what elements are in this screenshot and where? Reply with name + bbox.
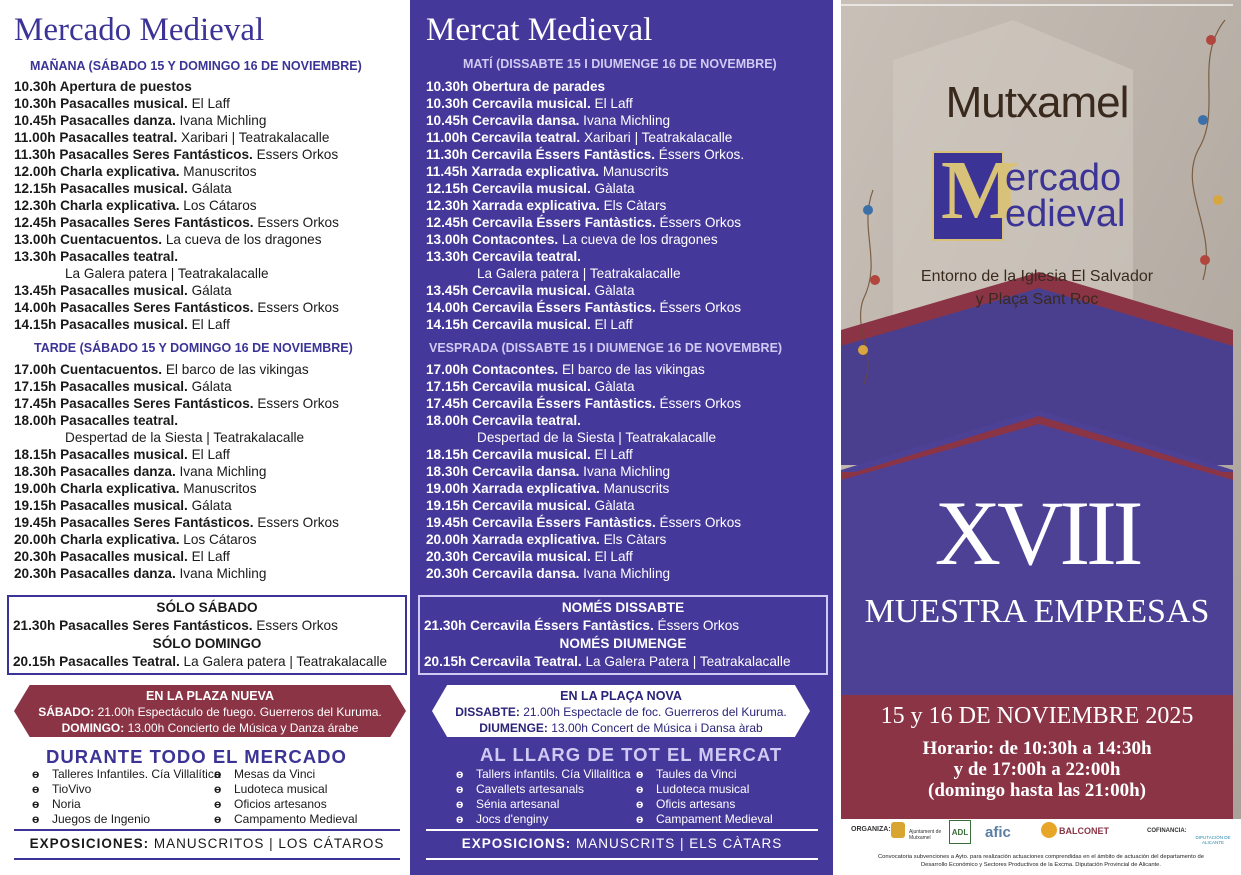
schedule-row: [14, 265, 339, 282]
schedule-performer: Gàlata: [590, 181, 635, 196]
adl-logo: ADL: [949, 820, 971, 844]
es-saturday-event: 21.30h Pasacalles Seres Fantásticos.: [13, 618, 253, 633]
schedule-performer: Ivana Michling: [579, 464, 671, 479]
schedule-time-title: 11.45h Xarrada explicativa.: [426, 164, 600, 179]
ca-banner-event2: 13.00h Concert de Música i Dansa àrab: [547, 721, 763, 735]
schedule-performer: El Laff: [187, 447, 230, 462]
schedule-row: [426, 463, 741, 480]
es-saturday-only: SÓLO SÁBADO: [156, 600, 258, 615]
schedule-performer: Gàlata: [590, 379, 635, 394]
schedule-performer: Éssers Orkos.: [654, 147, 745, 162]
schedule-time-title: 12.45h Pasacalles Seres Fantásticos.: [14, 215, 254, 230]
schedule-row: [14, 248, 339, 265]
ca-plaza-banner: [432, 685, 810, 737]
schedule-time-title: 11.30h Cercavila Éssers Fantàstics.: [426, 147, 655, 162]
edition-numeral: XVIII: [934, 482, 1140, 584]
schedule-time-title: 19.45h Pasacalles Seres Fantásticos.: [14, 515, 254, 530]
diputacion-logo: DIPUTACIÓN DE ALICANTE: [1195, 835, 1231, 845]
schedule-performer: Manuscritos: [179, 481, 257, 496]
footnote-line2: Desarrollo Económico y Sectores Productivos de la Excma. Diputación Provincial de Alicante.: [920, 862, 1162, 868]
schedule-time-title: 17.45h Pasacalles Seres Fantásticos.: [14, 396, 254, 411]
schedule-time-title: 19.00h Charla explicativa.: [14, 481, 180, 496]
schedule-row: [14, 112, 339, 129]
ayto-logo: Ajuntament de Mutxamel: [909, 829, 942, 841]
ayto-shield-icon: [891, 822, 905, 838]
schedule-time-title: 17.15h Cercavila musical.: [426, 379, 591, 394]
schedule-row: [426, 129, 744, 146]
schedule-performer: Éssers Orkos: [655, 515, 742, 530]
es-banner-event1: 21.00h Espectáculo de fuego. Guerreros del Kuruma.: [94, 705, 382, 719]
schedule-time-title: 12.30h Charla explicativa.: [14, 198, 180, 213]
schedule-time-title: 11.30h Pasacalles Seres Fantásticos.: [14, 147, 253, 162]
schedule-row: [14, 378, 339, 395]
schedule-row: [426, 514, 741, 531]
logo-word2: edieval: [1005, 193, 1126, 235]
schedule-time-title: 14.00h Pasacalles Seres Fantásticos.: [14, 300, 254, 315]
schedule-row: [14, 146, 339, 163]
schedule-performer: El Laff: [590, 549, 633, 564]
schedule-row: [426, 429, 741, 446]
ca-banner-event1: 21.00h Espectacle de foc. Guerreros del Kuruma.: [519, 705, 787, 719]
schedule-row: [14, 412, 339, 429]
ca-divider-top: [426, 829, 818, 831]
schedule-performer: La Galera patera | Teatrakalacalle: [65, 266, 269, 281]
schedule-performer: Gàlata: [590, 283, 635, 298]
schedule-performer: Manuscritos: [179, 164, 257, 179]
schedule-time-title: 19.15h Pasacalles musical.: [14, 498, 188, 513]
es-saturday-detail: Essers Orkos: [252, 618, 338, 633]
schedule-row: [14, 395, 339, 412]
schedule-time-title: 20.00h Charla explicativa.: [14, 532, 180, 547]
schedule-row: [14, 429, 339, 446]
schedule-row: [14, 463, 339, 480]
ca-afternoon-header: VESPRADA (DISSABTE 15 I DIUMENGE 16 DE NOVEMBRE): [429, 341, 783, 355]
schedule-time-title: 13.00h Contacontes.: [426, 232, 559, 247]
schedule-row: [426, 480, 741, 497]
catalan-column: [410, 0, 833, 875]
schedule-row: [426, 548, 741, 565]
schedule-time-title: 20.00h Xarrada explicativa.: [426, 532, 600, 547]
schedule-row: [14, 316, 339, 333]
schedule-time-title: 19.00h Xarrada explicativa.: [426, 481, 600, 496]
schedule-row: [14, 361, 339, 378]
schedule-time-title: 18.30h Pasacalles danza.: [14, 464, 176, 479]
spanish-column: [0, 0, 410, 875]
schedule-row: [14, 78, 339, 95]
ca-afternoon-list: [426, 361, 741, 582]
schedule-time-title: 18.15h Pasacalles musical.: [14, 447, 188, 462]
activity-item: ɵ Taules da Vinci: [636, 767, 773, 782]
es-during-title: DURANTE TODO EL MERCADO: [46, 746, 347, 767]
schedule-performer: Essers Orkos: [252, 147, 339, 162]
schedule-time-title: 17.00h Cuentacuentos.: [14, 362, 163, 377]
afic-logo: afic: [985, 824, 1011, 841]
schedule-time-title: 11.00h Pasacalles teatral.: [14, 130, 178, 145]
schedule-row: [426, 497, 741, 514]
schedule-row: [426, 316, 744, 333]
schedule-performer: Gálata: [187, 283, 232, 298]
schedule-time-title: 18.15h Cercavila musical.: [426, 447, 591, 462]
schedule-performer: Gálata: [187, 498, 232, 513]
ca-exhibitions: [426, 836, 818, 851]
schedule-time-title: 13.45h Pasacalles musical.: [14, 283, 188, 298]
schedule-performer: El Laff: [187, 549, 230, 564]
logo-initial: M: [941, 144, 1021, 237]
es-bullets-left: [32, 767, 221, 827]
activity-item: ɵ Sénia artesanal: [456, 797, 631, 812]
ca-morning-header: MATÍ (DISSABTE 15 I DIUMENGE 16 DE NOVEMBRE): [463, 57, 777, 71]
es-banner-event2: 13.00h Concierto de Música y Danza árabe: [124, 721, 359, 735]
schedule-row: [14, 180, 339, 197]
organiza-label: ORGANIZA:: [851, 826, 891, 833]
activity-item: ɵ Talleres Infantiles. Cía Villalítica: [32, 767, 221, 782]
schedule-row: [426, 282, 744, 299]
activity-item: ɵ Jocs d'enginy: [456, 812, 631, 827]
schedule-time-title: 14.15h Cercavila musical.: [426, 317, 591, 332]
schedule-time-title: 11.00h Cercavila teatral.: [426, 130, 581, 145]
schedule-performer: El Laff: [590, 317, 633, 332]
schedule-row: [426, 112, 744, 129]
schedule-row: [426, 78, 744, 95]
ca-during-title: AL LLARG DE TOT EL MERCAT: [480, 744, 783, 765]
schedule-row: [14, 299, 339, 316]
schedule-performer: Els Càtars: [599, 198, 667, 213]
es-divider-bottom: [14, 858, 400, 860]
schedule-performer: La Galera patera | Teatrakalacalle: [477, 266, 681, 281]
es-afternoon-header: TARDE (SÁBADO 15 Y DOMINGO 16 DE NOVIEMBRE): [34, 341, 353, 355]
ca-divider-bottom: [426, 858, 818, 860]
ca-morning-list: [426, 78, 744, 333]
schedule-performer: Ivana Michling: [579, 566, 671, 581]
ca-saturday-only: NOMÉS DISSABTE: [561, 600, 685, 615]
schedule-time-title: 12.15h Pasacalles musical.: [14, 181, 188, 196]
schedule-time-title: 18.00h Cercavila teatral.: [426, 413, 581, 428]
schedule-performer: Éssers Orkos: [655, 215, 742, 230]
es-morning-list: [14, 78, 339, 333]
ca-plaza-title: EN LA PLAÇA NOVA: [560, 689, 682, 703]
schedule-performer: Els Càtars: [599, 532, 667, 547]
activity-item: ɵ Cavallets artesanals: [456, 782, 631, 797]
activity-item: ɵ TioVivo: [32, 782, 221, 797]
schedule-performer: Ivana Michling: [175, 566, 267, 581]
schedule-row: [14, 480, 339, 497]
es-morning-header: MAÑANA (SÁBADO 15 Y DOMINGO 16 DE NOVIEMBRE): [30, 59, 362, 73]
schedule-row: [426, 95, 744, 112]
ca-expo-text: MANUSCRITS | ELS CÀTARS: [571, 836, 783, 851]
schedule-time-title: 14.00h Cercavila Éssers Fantàstics.: [426, 300, 656, 315]
schedule-performer: El Laff: [187, 96, 230, 111]
schedule-time-title: 12.00h Charla explicativa.: [14, 164, 180, 179]
activity-item: ɵ Campament Medieval: [636, 812, 773, 827]
schedule-time-title: 17.00h Contacontes.: [426, 362, 559, 377]
schedule-row: [426, 531, 741, 548]
schedule-time-title: 12.30h Xarrada explicativa.: [426, 198, 600, 213]
schedule-time-title: 10.30h Cercavila musical.: [426, 96, 591, 111]
schedule-row: [14, 446, 339, 463]
footnote-line1: Convocatoria subvenciones a Ayto. para realización actuaciones comprendidas en el ámbito de actuación del departamento de: [877, 854, 1204, 860]
schedule-performer: Gálata: [187, 379, 232, 394]
schedule-row: [14, 231, 339, 248]
schedule-performer: Essers Orkos: [253, 396, 339, 411]
schedule-row: [426, 299, 744, 316]
schedule-performer: Éssers Orkos: [655, 300, 742, 315]
es-exhibitions: [14, 836, 400, 851]
schedule-row: [14, 548, 339, 565]
schedule-time-title: 19.15h Cercavila musical.: [426, 498, 591, 513]
schedule-time-title: 10.45h Pasacalles danza.: [14, 113, 176, 128]
activity-item: ɵ Noria: [32, 797, 221, 812]
opening-hours: [833, 738, 1241, 801]
schedule-row: [426, 163, 744, 180]
balconet-logo: BALCONET: [1059, 826, 1109, 836]
es-banner-day2: DOMINGO:: [61, 721, 125, 735]
schedule-row: [426, 146, 744, 163]
schedule-time-title: 10.45h Cercavila dansa.: [426, 113, 580, 128]
es-sunday-only: SÓLO DOMINGO: [152, 636, 262, 651]
schedule-performer: Manuscrits: [599, 164, 669, 179]
es-special-box: [7, 595, 407, 675]
schedule-time-title: 17.45h Cercavila Éssers Fantàstics.: [426, 396, 656, 411]
es-banner-day1: SÁBADO:: [38, 705, 95, 719]
schedule-row: [14, 129, 339, 146]
schedule-row: [14, 514, 339, 531]
schedule-time-title: 20.30h Cercavila dansa.: [426, 566, 580, 581]
ca-special-box: [418, 595, 828, 675]
schedule-row: [426, 265, 744, 282]
schedule-time-title: 13.30h Pasacalles teatral.: [14, 249, 178, 264]
es-bullets-right: [214, 767, 357, 827]
schedule-row: [14, 95, 339, 112]
ca-banner-day1: DISSABTE:: [455, 705, 520, 719]
activity-item: ɵ Juegos de Ingenio: [32, 812, 221, 827]
schedule-performer: Manuscrits: [599, 481, 670, 496]
ca-sunday-detail: La Galera Patera | Teatrakalacalle: [581, 654, 791, 669]
es-expo-text: MANUSCRITOS | LOS CÁTAROS: [149, 836, 385, 851]
schedule-performer: Essers Orkos: [253, 215, 339, 230]
schedule-time-title: 12.15h Cercavila musical.: [426, 181, 591, 196]
ca-saturday-event: 21.30h Cercavila Éssers Fantàstics.: [424, 618, 654, 633]
schedule-time-title: 20.30h Pasacalles danza.: [14, 566, 176, 581]
schedule-performer: Ivana Michling: [579, 113, 671, 128]
schedule-time-title: 13.45h Cercavila musical.: [426, 283, 591, 298]
ca-sunday-only: NOMÉS DIUMENGE: [559, 636, 687, 651]
schedule-performer: El barco de las vikingas: [558, 362, 705, 377]
ca-title: Mercat Medieval: [426, 12, 653, 48]
venue-line1: Entorno de la Iglesia El Salvador: [920, 268, 1154, 285]
schedule-time-title: 18.00h Pasacalles teatral.: [14, 413, 178, 428]
schedule-time-title: 18.30h Cercavila dansa.: [426, 464, 580, 479]
schedule-row: [426, 395, 741, 412]
activity-item: ɵ Mesas da Vinci: [214, 767, 357, 782]
schedule-row: [14, 197, 339, 214]
schedule-row: [14, 163, 339, 180]
schedule-time-title: 14.15h Pasacalles musical.: [14, 317, 188, 332]
schedule-time-title: 10.30h Pasacalles musical.: [14, 96, 188, 111]
schedule-performer: Éssers Orkos: [655, 396, 742, 411]
cofinancia-label: COFINANCIA:: [1147, 828, 1187, 834]
es-expo-label: EXPOSICIONES:: [29, 836, 150, 851]
schedule-time-title: 13.30h Cercavila teatral.: [426, 249, 581, 264]
schedule-row: [426, 197, 744, 214]
schedule-time-title: 17.15h Pasacalles musical.: [14, 379, 188, 394]
schedule-row: [426, 361, 741, 378]
activity-item: ɵ Campamento Medieval: [214, 812, 357, 827]
schedule-performer: La cueva de los dragones: [162, 232, 322, 247]
schedule-performer: El barco de las vikingas: [162, 362, 309, 377]
schedule-performer: El Laff: [590, 96, 633, 111]
schedule-time-title: 20.30h Cercavila musical.: [426, 549, 591, 564]
schedule-row: [14, 531, 339, 548]
hours-line1: Horario: de 10:30h a 14:30h: [922, 738, 1152, 759]
schedule-time-title: 12.45h Cercavila Éssers Fantàstics.: [426, 215, 656, 230]
schedule-row: [14, 497, 339, 514]
es-plaza-title: EN LA PLAZA NUEVA: [145, 689, 274, 703]
schedule-performer: Ivana Michling: [175, 113, 267, 128]
event-dates: 15 y 16 DE NOVIEMBRE 2025: [880, 703, 1194, 729]
balconet-icon: [1041, 822, 1057, 838]
schedule-time-title: 10.30h Obertura de parades: [426, 79, 606, 94]
activity-item: ɵ Ludoteca musical: [214, 782, 357, 797]
activity-item: ɵ Ludoteca musical: [636, 782, 773, 797]
schedule-performer: El Laff: [590, 447, 633, 462]
schedule-performer: Gàlata: [590, 498, 635, 513]
schedule-row: [14, 282, 339, 299]
schedule-row: [14, 214, 339, 231]
ca-saturday-detail: Éssers Orkos: [653, 618, 740, 633]
town-name: Mutxamel: [945, 78, 1129, 127]
activity-item: ɵ Tallers infantils. Cía Villalítica: [456, 767, 631, 782]
schedule-row: [426, 412, 741, 429]
schedule-performer: Los Cátaros: [179, 532, 257, 547]
schedule-row: [426, 565, 741, 582]
schedule-performer: Los Cátaros: [179, 198, 257, 213]
ca-bullets-left: [456, 767, 631, 827]
schedule-row: [426, 248, 744, 265]
schedule-performer: La cueva de los dragones: [558, 232, 718, 247]
schedule-row: [426, 214, 744, 231]
schedule-row: [426, 446, 741, 463]
schedule-row: [14, 565, 339, 582]
footnote: [845, 853, 1237, 869]
schedule-row: [426, 180, 744, 197]
schedule-time-title: 13.00h Cuentacuentos.: [14, 232, 163, 247]
schedule-time-title: 20.30h Pasacalles musical.: [14, 549, 188, 564]
es-title: Mercado Medieval: [14, 12, 265, 48]
es-sunday-event: 20.15h Pasacalles Teatral.: [13, 654, 180, 669]
ca-expo-label: EXPOSICIONS:: [461, 836, 572, 851]
cover-subtitle: MUESTRA EMPRESAS: [864, 593, 1210, 630]
schedule-performer: Despertad de la Siesta | Teatrakalacalle: [65, 430, 305, 445]
schedule-performer: Gálata: [187, 181, 232, 196]
schedule-time-title: 10.30h Apertura de puestos: [14, 79, 192, 94]
schedule-performer: Xaribari | Teatrakalacalle: [177, 130, 330, 145]
hours-line3: (domingo hasta las 21:00h): [928, 780, 1146, 801]
schedule-performer: Essers Orkos: [253, 300, 339, 315]
logo-word1: ercado: [1005, 157, 1122, 199]
schedule-performer: Essers Orkos: [253, 515, 339, 530]
es-afternoon-list: [14, 361, 339, 582]
es-sunday-detail: La Galera patera | Teatrakalacalle: [179, 654, 388, 669]
schedule-time-title: 19.45h Cercavila Éssers Fantàstics.: [426, 515, 656, 530]
venue-line2: y Plaça Sant Roc: [975, 291, 1099, 308]
schedule-performer: Xaribari | Teatrakalacalle: [580, 130, 733, 145]
ca-sunday-event: 20.15h Cercavila Teatral.: [424, 654, 582, 669]
schedule-row: [426, 231, 744, 248]
activity-item: ɵ Oficios artesanos: [214, 797, 357, 812]
schedule-performer: Ivana Michling: [175, 464, 267, 479]
es-plaza-banner: [14, 685, 406, 737]
hours-line2: y de 17:00h a 22:00h: [953, 759, 1121, 780]
activity-item: ɵ Oficis artesans: [636, 797, 773, 812]
schedule-row: [426, 378, 741, 395]
cover-panel: [833, 0, 1241, 875]
ca-bullets-right: [636, 767, 773, 827]
schedule-performer: El Laff: [187, 317, 230, 332]
schedule-performer: Despertad de la Siesta | Teatrakalacalle: [477, 430, 717, 445]
es-divider-top: [14, 829, 400, 831]
ca-banner-day2: DIUMENGE:: [479, 721, 548, 735]
